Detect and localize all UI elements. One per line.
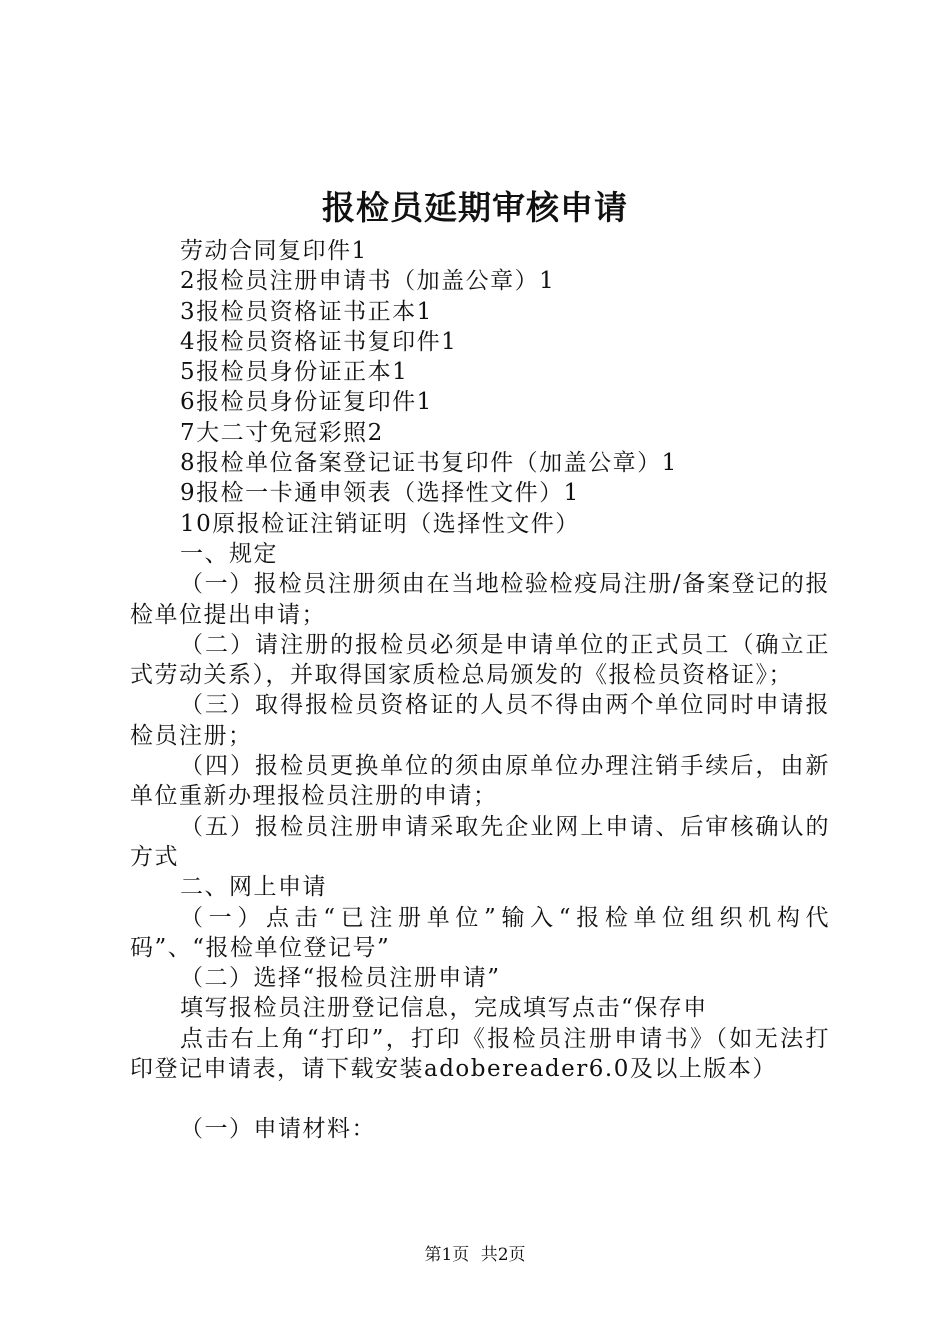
list-item: 3报检员资格证书正本1 xyxy=(180,298,433,325)
rule-paragraph: （一）报检员注册须由在当地检验检疫局注册/备案登记的报检单位提出申请； xyxy=(130,571,830,628)
page-number: 第1页 xyxy=(424,1245,470,1265)
page-total: 共2页 xyxy=(480,1245,526,1265)
list-item: 7大二寸免冠彩照2 xyxy=(180,419,384,446)
rule-paragraph: （四）报检员更换单位的须由原单位办理注销手续后，由新单位重新办理报检员注册的申请； xyxy=(130,753,830,810)
list-item: 8报检单位备案登记证书复印件（加盖公章）1 xyxy=(180,450,678,477)
blank-line xyxy=(130,1084,830,1114)
online-step-paragraph: （二）选择“报检员注册申请” xyxy=(180,965,501,992)
list-item: 2报检员注册申请书（加盖公章）1 xyxy=(180,268,556,295)
rule-paragraph: （三）取得报检员资格证的人员不得由两个单位同时申请报检员注册； xyxy=(130,692,830,749)
online-step-paragraph: 点击右上角“打印”，打印《报检员注册申请书》（如无法打印登记申请表，请下载安装adobereader6.0及以上版本） xyxy=(130,1025,830,1083)
page-footer xyxy=(0,1243,950,1267)
list-item: 劳动合同复印件1 xyxy=(180,238,368,264)
section-heading-rules: 一、规定 xyxy=(180,540,278,567)
list-item: 6报检员身份证复印件1 xyxy=(180,389,433,416)
document-body xyxy=(130,236,830,1145)
online-step-paragraph: （一）点击“已注册单位”输入“报检单位组织机构代码”、“报检单位登记号” xyxy=(130,904,830,961)
list-item: 5报检员身份证正本1 xyxy=(180,359,409,386)
materials-heading: （一）申请材料： xyxy=(180,1116,376,1143)
online-step-paragraph: 填写报检员注册登记信息，完成填写点击“保存申 xyxy=(180,995,708,1022)
list-item: 4报检员资格证书复印件1 xyxy=(180,328,458,355)
section-heading-online: 二、网上申请 xyxy=(180,874,327,901)
rule-paragraph: （五）报检员注册申请采取先企业网上申请、后审核确认的方式 xyxy=(130,813,830,870)
document-title: 报检员延期审核申请 xyxy=(322,188,628,227)
rule-paragraph: （二）请注册的报检员必须是申请单位的正式员工（确立正式劳动关系），并取得国家质检总局颁发的《报检员资格证》； xyxy=(130,631,830,689)
list-item: 9报检一卡通申领表（选择性文件）1 xyxy=(180,480,580,507)
list-item: 10原报检证注销证明（选择性文件） xyxy=(180,510,580,537)
